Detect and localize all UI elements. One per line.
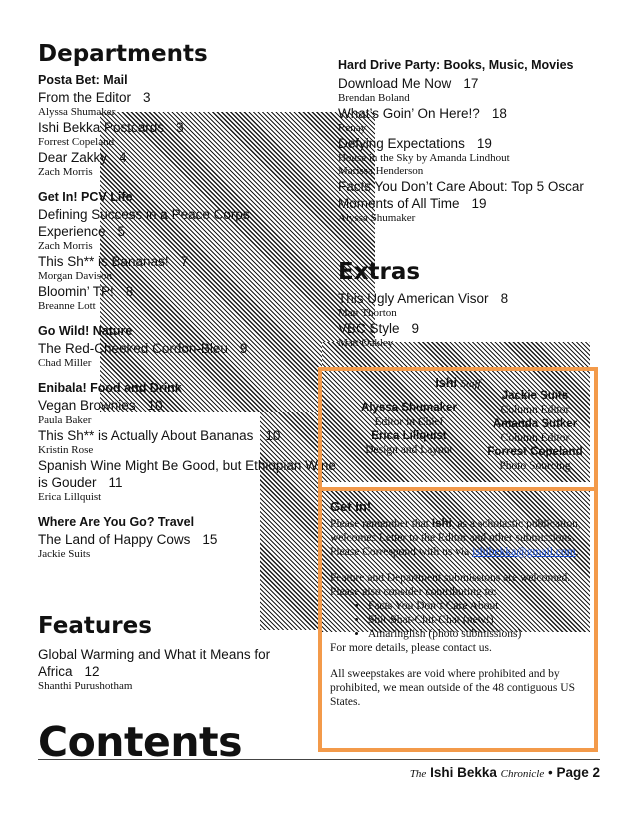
features-section (38, 612, 298, 693)
entry-page: 5 (117, 224, 126, 239)
features-list (38, 646, 298, 693)
toc-entry (338, 178, 590, 212)
entry-author: Zach Morris (38, 240, 93, 252)
entry-page: 19 (476, 136, 492, 151)
toc-entry (338, 320, 590, 337)
entry-page: 15 (202, 532, 218, 547)
entry-author: Forrest Copeland (38, 136, 115, 148)
toc-entry (38, 206, 338, 240)
entry-page: 7 (180, 254, 189, 269)
staff-name: Forrest Copeland (487, 446, 583, 458)
entry-author: Paula Baker (38, 414, 92, 426)
entry-author: Zach Morris (38, 166, 93, 178)
footer-name: Ishi Bekka (430, 765, 497, 780)
entry-page: 17 (463, 76, 479, 91)
getin-paragraph-2: Feature and Department submissions are welcomed. Please also consider contributing to: (330, 572, 571, 598)
entry-author: Erica Lillquist (38, 491, 102, 503)
extras-list (338, 290, 590, 350)
entry-title: The Red-Cheeked Cordon-Bleu (38, 341, 228, 356)
toc-entry (38, 427, 338, 444)
entry-title: VBC Style (338, 321, 400, 336)
entry-page: 19 (471, 196, 487, 211)
entry-page: 12 (84, 664, 100, 679)
staff-heading (322, 376, 594, 390)
group-heading: Go Wild! Nature (38, 324, 133, 338)
entry-title: Spanish Wine Might Be Good, but Ethiopian Wine is Gouder (38, 458, 336, 490)
entry-title: Global Warming and What it Means for Africa (38, 647, 271, 679)
footer (410, 764, 600, 783)
footer-the: The (409, 768, 427, 780)
staff-role: Design and Layout (365, 444, 453, 456)
getin-bullet: • Amaringlish (photo submissions) (368, 627, 584, 641)
getin-p1-after: , as a scholastic publication, welcomes Letter to the Editor and other submissions. Please Correspond with us via (330, 518, 581, 558)
toc-entry (38, 340, 338, 357)
entry-page: 3 (143, 90, 151, 105)
getin-bullet: • Facts You Don’t Care About (368, 599, 584, 613)
entry-author: Matt Thorton (338, 307, 397, 319)
footer-separator: • (544, 765, 557, 780)
entry-page: 18 (491, 106, 507, 121)
getin-p1-ishi: Ishi (431, 518, 452, 530)
entry-author: Morgan Davison (38, 270, 113, 282)
entry-page: 3 (176, 120, 184, 135)
staff-role: Column Editor (500, 432, 570, 444)
staff-name: Jackie Suits (501, 390, 569, 402)
email-link[interactable]: ishibekka@gmail.com (472, 546, 576, 558)
getin-bullet: • Shit-Shat-Chit-Chat (new!) (368, 613, 584, 627)
toc-entry (38, 457, 338, 491)
staff-name: Erica Lillquist (371, 430, 447, 442)
entry-title: Ishi Bekka Postcards (38, 120, 165, 135)
toc-entry (338, 135, 590, 152)
entry-page: 10 (265, 428, 281, 443)
entry-author: Kristin Rose (38, 444, 94, 456)
staff-left-list (334, 401, 484, 457)
entry-author: Renay (338, 122, 367, 134)
staff-ishi: Ishi (435, 376, 457, 390)
entry-page: 10 (147, 398, 163, 413)
toc-entry (38, 283, 338, 300)
toc-entry (338, 290, 590, 307)
departments-heading: Departments (38, 41, 208, 67)
entry-page: 9 (239, 341, 248, 356)
department-groups (38, 72, 338, 561)
toc-entry (38, 89, 338, 106)
entry-title: Download Me Now (338, 76, 452, 91)
entry-title: Dear Zakky (38, 150, 108, 165)
entry-title: Bloomin’ TP! (38, 284, 114, 299)
staff-role: Column Editor (500, 404, 570, 416)
staff-right-list (484, 389, 586, 473)
extras-heading: Extras (338, 259, 421, 285)
entry-title: This Ugly American Visor (338, 291, 489, 306)
staff-name: Alyssa Shumaker (361, 402, 457, 414)
entry-title: Vegan Brownies (38, 398, 136, 413)
entry-author: Shanthi Purushotham (38, 680, 133, 692)
departments-section (38, 40, 338, 561)
entry-title: Defining Success in a Peace Corps Experience (38, 207, 250, 239)
getin-paragraph-3: For more details, please contact us. (330, 642, 492, 654)
entry-title: Defying Expectations (338, 136, 465, 151)
staff-role: Photo Sourcing (499, 460, 571, 472)
footer-rule (38, 759, 600, 760)
entry-title: What’s Goin’ On Here!? (338, 106, 480, 121)
entry-title: Facts You Don’t Care About: Top 5 Oscar Moments of All Time (338, 179, 584, 211)
staff-word: Staff (460, 378, 481, 390)
getin-paragraph-4: All sweepstakes are void where prohibited and by prohibited, we mean outside of the 48 contiguous US States. (330, 668, 575, 708)
entry-title: The Land of Happy Cows (38, 532, 191, 547)
getin-paragraph-1 (330, 517, 584, 559)
hard-drive-heading: Hard Drive Party: Books, Music, Movies (338, 58, 574, 72)
toc-entry (38, 149, 338, 166)
extras-section (338, 258, 590, 350)
hard-drive-list (338, 75, 590, 225)
entry-page: 8 (125, 284, 134, 299)
toc-entry (338, 105, 590, 122)
entry-author: Marissa Henderson (338, 165, 424, 177)
group-heading: Where Are You Go? Travel (38, 515, 195, 529)
hard-drive-section (338, 57, 590, 225)
entry-title: This Sh** is Bananas! (38, 254, 169, 269)
getin-p1-before: Please remember that (330, 518, 432, 530)
entry-page: 4 (119, 150, 127, 165)
entry-title: From the Editor (38, 90, 132, 105)
entry-author: House in the Sky by Amanda Lindhout (338, 152, 510, 164)
toc-entry (38, 531, 338, 548)
getin-box (318, 487, 598, 752)
group-heading: Posta Bet: Mail (38, 73, 128, 87)
group-heading: Enibala! Food and Drink (38, 381, 182, 395)
toc-entry (38, 119, 338, 136)
staff-name: Amanda Sutker (492, 418, 578, 430)
entry-author: Brendan Boland (338, 92, 410, 104)
features-heading: Features (38, 613, 152, 639)
entry-author: Chad Miller (38, 357, 92, 369)
toc-entry (38, 646, 298, 680)
entry-author: Breanne Lott (38, 300, 96, 312)
entry-page: 9 (411, 321, 420, 336)
staff-box (318, 367, 598, 491)
entry-title: This Sh** is Actually About Bananas (38, 428, 254, 443)
getin-heading: Get In! (330, 499, 372, 514)
footer-chronicle: Chronicle (500, 768, 545, 780)
contents-title: Contents (38, 718, 243, 766)
toc-entry (338, 75, 590, 92)
footer-page-number: Page 2 (556, 765, 600, 780)
toc-entry (38, 253, 338, 270)
entry-author: Jackie Suits (38, 548, 91, 560)
toc-entry (38, 397, 338, 414)
group-heading: Get In! PCV Life (38, 190, 133, 204)
getin-p1-end: . (575, 546, 579, 558)
entry-page: 11 (108, 475, 123, 490)
getin-bullets (330, 599, 584, 641)
staff-role: Editor in Chief (374, 416, 444, 428)
entry-author: Alyssa Shumaker (338, 212, 416, 224)
entry-author: Matt Oakley (338, 337, 394, 349)
entry-author: Alyssa Shumaker (38, 106, 116, 118)
entry-page: 8 (500, 291, 509, 306)
